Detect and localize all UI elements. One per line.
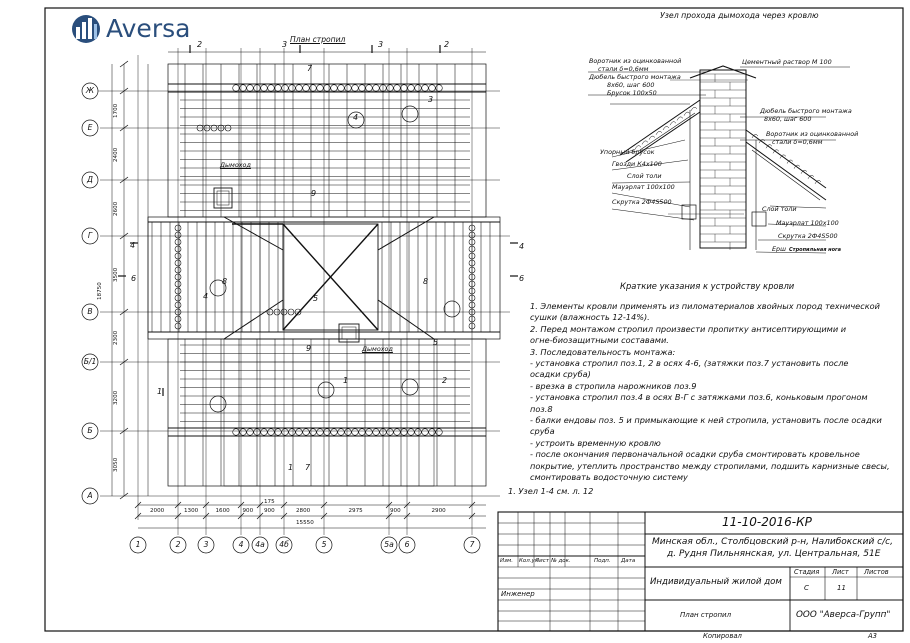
- doc-code: 11-10-2016-КР: [722, 515, 812, 529]
- col-axis-1: 1: [135, 540, 141, 549]
- object-name: Индивидуальный жилой дом: [650, 577, 782, 587]
- company-logo: Aversa: [106, 14, 191, 43]
- marker-8a: 8: [222, 277, 228, 286]
- stage-value: С: [804, 584, 809, 592]
- left-dim-2: 2400: [113, 147, 119, 162]
- node-callout-left-4: 8х60, шаг 600: [607, 81, 655, 89]
- col-axis-5: 4а: [255, 540, 265, 549]
- left-dim-3: 2600: [113, 201, 119, 216]
- node-callout-right-6: Слой толи: [762, 205, 797, 213]
- stage-header: Стадия: [794, 568, 820, 576]
- chimney-label-b: Дымоход: [362, 345, 393, 353]
- row-axis-5: В: [87, 307, 93, 316]
- marker-4-right: 4: [519, 242, 525, 251]
- bottom-dim-4: 900: [242, 508, 254, 514]
- notes-line-13: - устроить временную кровлю: [530, 437, 661, 448]
- hdr-izm: Изм.: [500, 558, 513, 564]
- marker-7-bottom: 7: [305, 463, 311, 472]
- left-dim-5: 2300: [113, 330, 119, 345]
- node-title: Узел прохода дымохода через кровлю: [660, 11, 819, 20]
- marker-4-mid: 4: [203, 292, 209, 301]
- marker-9a: 9: [311, 189, 317, 198]
- col-axis-8: 5а: [384, 540, 394, 549]
- plan-title: План стропил: [290, 35, 346, 44]
- bottom-dim-8: 900: [390, 508, 401, 514]
- row-axis-2: Е: [87, 123, 93, 132]
- marker-9b: 9: [306, 344, 312, 353]
- bottom-total-dim: 15550: [296, 520, 314, 526]
- notes-line-12: сруба: [530, 426, 555, 437]
- node-callout-right-7: Мауэрлат 100х100: [776, 219, 839, 227]
- paper-format: А3: [868, 632, 877, 640]
- node-callout-left-10: Скрутка 2Ф4S500: [612, 198, 672, 206]
- notes-line-7: осадки сруба): [530, 369, 591, 380]
- left-dim-4: 3500: [113, 267, 119, 282]
- row-axis-6: Б/1: [83, 357, 97, 366]
- node-callout-right-5: стали δ=0,6мм: [772, 138, 823, 146]
- marker-1-bottom: 1: [288, 463, 294, 472]
- left-dim-1: 1700: [113, 103, 119, 118]
- col-axis-4: 4: [238, 540, 244, 549]
- bottom-175-dim: 175: [264, 499, 275, 505]
- node-callout-left-2: стали δ=0,6мм: [598, 65, 649, 73]
- node-callout-left-7: Гвозди К4х100: [612, 160, 662, 168]
- drawing-name: План стропил: [680, 611, 732, 619]
- hdr-kolich: Кол.уч: [519, 558, 539, 564]
- marker-7: 7: [307, 64, 313, 73]
- row-axis-7: Б: [87, 426, 93, 435]
- bottom-dim-5: 900: [264, 508, 275, 514]
- col-axis-9: 6: [404, 540, 410, 549]
- notes-line-8: - врезка в стропила нарожников поз.9: [530, 380, 697, 391]
- copied-label: Копировал: [703, 632, 742, 640]
- node-callout-right-8: Скрутка 2Ф4S500: [778, 232, 838, 240]
- bottom-dim-1: 2000: [150, 508, 165, 514]
- col-axis-3: 3: [203, 540, 209, 549]
- notes-line-15: покрытие, утеплить пространство между стропилами, подшить карнизные свесы,: [530, 460, 890, 471]
- node-callout-left-3: Дюбель быстрого монтажа: [589, 73, 681, 81]
- engineer-role: Инженер: [501, 590, 535, 598]
- marker-6-right: 6: [519, 274, 525, 283]
- notes-footnote: 1. Узел 1-4 см. л. 12: [508, 486, 594, 496]
- cut-2-top-b: 2: [444, 40, 450, 49]
- node-callout-left-9: Мауэрлат 100х100: [612, 183, 675, 191]
- bottom-dim-2: 1300: [184, 508, 199, 514]
- marker-4: 4: [353, 113, 359, 122]
- left-dim-6: 3200: [113, 390, 119, 405]
- hdr-data: Дата: [621, 558, 636, 564]
- col-axis-10: 7: [469, 540, 475, 549]
- notes-line-10: поз.8: [530, 403, 553, 414]
- bottom-dim-3: 1600: [215, 508, 230, 514]
- node-callout-right-2: Дюбель быстрого монтажа: [760, 107, 852, 115]
- row-axis-8: А: [87, 491, 93, 500]
- left-total-dim: 18750: [97, 282, 103, 300]
- node-callout-left-5: Брусок 100х50: [607, 89, 657, 97]
- col-axis-7: 5: [321, 540, 327, 549]
- marker-1-left: 1: [157, 387, 163, 396]
- hdr-podp: Подп.: [594, 558, 611, 564]
- node-callout-right-10: Стропильная нога: [789, 247, 842, 253]
- row-axis-1: Ж: [85, 86, 95, 95]
- col-axis-6: 4б: [279, 540, 289, 549]
- hdr-ndok: № док.: [551, 558, 571, 564]
- address-line-2: д. Рудня Пильнянская, ул. Центральная, 51Е: [667, 549, 881, 559]
- notes-line-3: 2. Перед монтажом стропил произвести пропитку антисептирующими и: [530, 323, 847, 334]
- notes-line-6: - установка стропил поз.1, 2 в осях 4-6, (затяжки поз.7 установить после: [530, 358, 849, 368]
- node-callout-left-8: Слой толи: [627, 172, 662, 180]
- sheets-header: Листов: [864, 568, 889, 576]
- marker-4-left: 4: [130, 241, 136, 250]
- marker-5b: 5: [433, 338, 439, 347]
- col-axis-2: 2: [175, 540, 181, 549]
- node-callout-right-1: Цементный раствор М 100: [742, 58, 832, 66]
- notes-line-16: смонтировать водосточную систему: [530, 472, 688, 482]
- marker-1: 1: [343, 376, 349, 385]
- notes-line-1: 1. Элементы кровли применять из пиломатериалов хвойных пород технической: [530, 301, 880, 311]
- notes-line-14: - после окончания первоначальной осадки сруба смонтировать кровельное: [530, 449, 860, 460]
- node-callout-right-4: Воротник из оцинкованной: [766, 130, 859, 138]
- bottom-dim-6: 2800: [296, 508, 311, 514]
- row-axis-3: Д: [87, 175, 93, 184]
- notes-line-11: - балки ендовы поз. 5 и примыкающие к ней стропила, установить после осадки: [530, 415, 882, 425]
- notes-heading: Краткие указания к устройству кровли: [620, 281, 795, 291]
- node-callout-left-1: Воротник из оцинкованной: [589, 57, 682, 65]
- left-dim-7: 3050: [113, 457, 119, 472]
- bottom-dim-9: 2900: [431, 508, 446, 514]
- marker-3: 3: [428, 95, 434, 104]
- notes-line-2: сушки (влажность 12-14%).: [530, 312, 650, 323]
- marker-2: 2: [442, 376, 448, 385]
- notes-line-4: огне-биозащитными составами.: [530, 335, 669, 346]
- sheet-value: 11: [837, 584, 846, 592]
- marker-5: 5: [313, 294, 319, 303]
- marker-6-left: 6: [131, 274, 137, 283]
- logo-mark: [72, 15, 100, 43]
- cut-3-top-b: 3: [378, 40, 384, 49]
- bottom-dim-7: 2975: [348, 508, 363, 514]
- cut-2-top: 2: [197, 40, 203, 49]
- marker-8b: 8: [423, 277, 429, 286]
- node-callout-left-6: Упорный брусок: [600, 148, 655, 156]
- company-name: ООО "Аверса-Групп": [796, 610, 891, 620]
- sheet-header: Лист: [832, 568, 849, 576]
- notes-line-5: 3. Последовательность монтажа:: [530, 346, 676, 357]
- node-callout-right-3: 8х60, шаг 600: [764, 115, 812, 123]
- hdr-list: Лист: [535, 558, 549, 564]
- notes-line-9: - установка стропил поз.4 в осях В-Г с затяжками поз.6, коньковым прогоном: [530, 392, 868, 403]
- chimney-label-a: Дымоход: [220, 161, 251, 169]
- address-line-1: Минская обл., Столбцовский р-н, Налибокский с/с,: [652, 537, 893, 547]
- row-axis-4: Г: [87, 231, 93, 240]
- cut-3-top-a: 3: [282, 40, 288, 49]
- node-callout-right-9: Ерш: [772, 245, 786, 253]
